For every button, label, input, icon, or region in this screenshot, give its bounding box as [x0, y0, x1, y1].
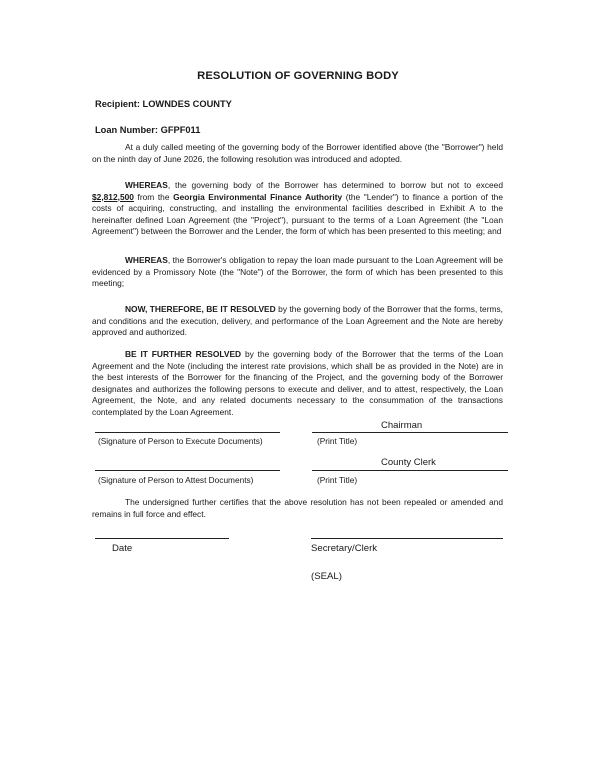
- whereas-1-text-b: from the: [133, 191, 174, 202]
- secretary-clerk-label: Secretary/Clerk: [311, 543, 378, 554]
- whereas-lead-2: WHEREAS: [125, 255, 168, 265]
- execute-title-line[interactable]: [312, 432, 508, 433]
- document-title: RESOLUTION OF GOVERNING BODY: [197, 70, 399, 82]
- attest-signature-label: (Signature of Person to Attest Documents): [98, 475, 254, 485]
- attest-signature-line[interactable]: [95, 470, 280, 471]
- execute-print-title-label: (Print Title): [317, 436, 358, 446]
- attest-title-line[interactable]: [312, 470, 508, 471]
- whereas-1-text-a: , the governing body of the Borrower has determined to borrow but not to exceed: [167, 180, 503, 190]
- secretary-signature-line[interactable]: [311, 538, 503, 539]
- resolved-text: by the governing body of the Borrower that the forms, terms, and conditions and the execution, delivery, and performance of the Loan Agreement and the Note are hereby approved and authorized.: [92, 304, 503, 338]
- further-resolved-text: by the governing body of the Borrower that the terms of the Loan Agreement and the Note (including the interest rate provisions, which shall be as provided in the Note) are in the best interests of the Borrower for the financing of the Project, and the governing body of the Borrower designates and authorizes the following persons to execute and deliver, and to attest, respectively, the Loan Agreement, the Note, and any related documents necessary to the consummation of the transactions contemplated by the Loan Agreement.: [92, 349, 504, 417]
- seal-label: (SEAL): [311, 571, 342, 582]
- whereas-1-text-c: (the "Lender") to finance a portion of the costs of acquiring, constructing, and installing the environmental facilities described in Exhibit A to the hereinafter defined Loan Agreement (the "Project"), pursuant to the terms of a Loan Agreement (the "Loan Agreement") between the Borrower and the Lender, the form of which has been presented to this meeting; and: [92, 191, 503, 237]
- whereas-2-text: , the Borrower's obligation to repay the loan made pursuant to the Loan Agreement will be evidenced by a Promissory Note (the "Note") of the Borrower, the form of which has been presented to this meeting;: [92, 255, 503, 289]
- whereas-lead-1: WHEREAS: [125, 180, 168, 190]
- resolved-paragraph: [92, 304, 503, 339]
- further-resolved-paragraph: [92, 349, 503, 419]
- attest-print-title-value: County Clerk: [381, 457, 436, 468]
- loan-amount: $2,812,500: [92, 191, 134, 202]
- loan-number-line: Loan Number: GFPF011: [95, 125, 201, 135]
- resolved-lead: NOW, THEREFORE, BE IT RESOLVED: [125, 304, 276, 314]
- execute-signature-label: (Signature of Person to Execute Documents): [98, 436, 263, 446]
- certification-text: The undersigned further certifies that the above resolution has not been repealed or amended and remains in full force and effect.: [92, 497, 503, 519]
- attest-print-title-label: (Print Title): [317, 475, 358, 485]
- date-line[interactable]: [95, 538, 229, 539]
- whereas-paragraph-2: [92, 255, 503, 290]
- date-label: Date: [112, 543, 133, 554]
- whereas-paragraph-1: [92, 180, 503, 238]
- lender-name: Georgia Environmental Finance Authority: [173, 191, 343, 202]
- intro-text: At a duly called meeting of the governing body of the Borrower identified above (the "Borrower") held on the ninth day of June 2026, the following resolution was introduced and adopted.: [92, 142, 503, 164]
- execute-signature-line[interactable]: [95, 432, 280, 433]
- recipient-line: Recipient: LOWNDES COUNTY: [95, 99, 232, 109]
- intro-paragraph: [92, 142, 503, 165]
- further-resolved-lead: BE IT FURTHER RESOLVED: [125, 349, 242, 359]
- certification-paragraph: [92, 497, 503, 520]
- execute-print-title-value: Chairman: [381, 420, 423, 431]
